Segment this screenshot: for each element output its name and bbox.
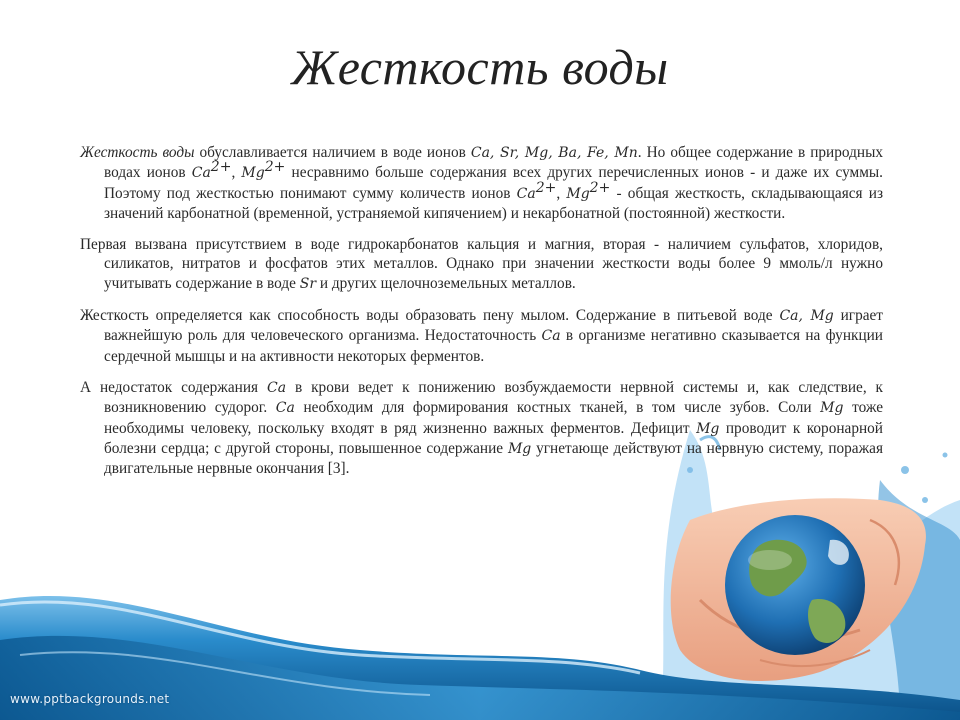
ion-mg: Mg — [566, 185, 590, 202]
text-run: тоже необходимы человеку, поскольку входят в ряд жизненно важных ферментов. Дефицит — [104, 399, 883, 437]
ion-mg: Mg — [696, 420, 720, 437]
ion-sr: Sr — [299, 275, 317, 292]
slide-title: Жесткость воды — [291, 39, 669, 95]
text-run: необходим для формирования костных тканей, в том числе зубов. Соли — [294, 399, 821, 417]
ion-mg: Mg — [820, 400, 844, 417]
paragraph-1: Жесткость воды обуславливается наличием в воде ионов Ca, Sr, Mg, Ba, Fe, Mn. Но общее содержание в природных водах ионов $Ca^{2+}$, $Mg^{2+}$ несравнимо больше содержания всех других перечисленных ионов - и даже их суммы. Поэтому под жесткостью понимают сумму количеств ионов $Ca^{2+}$, $Mg^{2+}$ - общая жесткость, складывающаяся из значений карбонатной (временной, устраняемой кипячением) и некарбонатной (постоянной) жесткости. — [80, 144, 884, 222]
text-run: Жесткость определяется как способность воды образовать пену мылом. Содержание в питьевой воде — [80, 307, 780, 325]
ion-ca: Ca — [516, 185, 536, 202]
ion-charge: 2+ — [264, 159, 286, 176]
text-run: играет важнейшую роль для человеческого организма. Недостаточность — [104, 307, 883, 345]
ion-mg: Mg — [507, 440, 532, 457]
text-run: - общая жесткость, складывающаяся из значений карбонатной (временной, устраняемой кипячением) и некарбонатной (постоянной) жесткости. — [104, 184, 883, 222]
ion-list: Ca, Sr, Mg, Ba, Fe, Mn — [470, 145, 638, 161]
paragraph-2 — [80, 235, 883, 294]
ion-charge: 2+ — [589, 179, 611, 196]
ion-mg: Mg — [241, 165, 265, 182]
text-run: угнетающе действуют на нервную систему, поражая двигательные нервные окончания [3]. — [104, 439, 883, 478]
ion-charge: 2+ — [535, 179, 557, 196]
paragraph-4 — [80, 378, 883, 478]
text-run: несравнимо больше содержания всех других перечисленных ионов - и даже их суммы. Поэтому под жесткостью понимают сумму количеств ионов — [104, 164, 884, 202]
text-run: . Но общее содержание в природных водах ионов — [104, 144, 883, 182]
slide-body — [80, 143, 883, 490]
footer-url: www.pptbackgrounds.net — [10, 692, 170, 706]
text-run: и других щелочноземельных металлов. — [316, 274, 576, 292]
ion-ca: Ca — [267, 379, 287, 396]
ion-ca: Ca — [541, 328, 561, 345]
text-run: обуславливается наличием в воде ионов — [194, 144, 471, 161]
ion-ca-mg: Ca, Mg — [779, 308, 834, 325]
text-run: А недостаток содержания — [80, 378, 267, 396]
text-run: Первая вызвана присутствием в воде гидрокарбонатов кальция и магния, вторая - наличием сульфатов, хлоридов, силикатов, нитратов и фосфатов этих металлов. Однако при значении жесткости воды более 9 ммоль/л нужно учитывать содержание в воде — [80, 236, 883, 292]
ion-ca: Ca — [275, 400, 295, 417]
earth-globe-icon — [725, 515, 865, 655]
ion-ca: Ca — [191, 165, 211, 182]
text-run: в организме негативно сказывается на функции сердечной мышцы и на активности некоторых ферментов. — [104, 327, 883, 365]
text-run: в крови ведет к понижению возбуждаемости нервной системы и, как следствие, к возникновению судорог. — [104, 378, 883, 417]
term-lead: Жесткость воды — [80, 144, 195, 161]
text-run: проводит к коронарной болезни сердца; с другой стороны, повышенное содержание — [104, 419, 883, 457]
paragraph-3 — [80, 306, 883, 366]
ion-charge: 2+ — [210, 159, 232, 176]
